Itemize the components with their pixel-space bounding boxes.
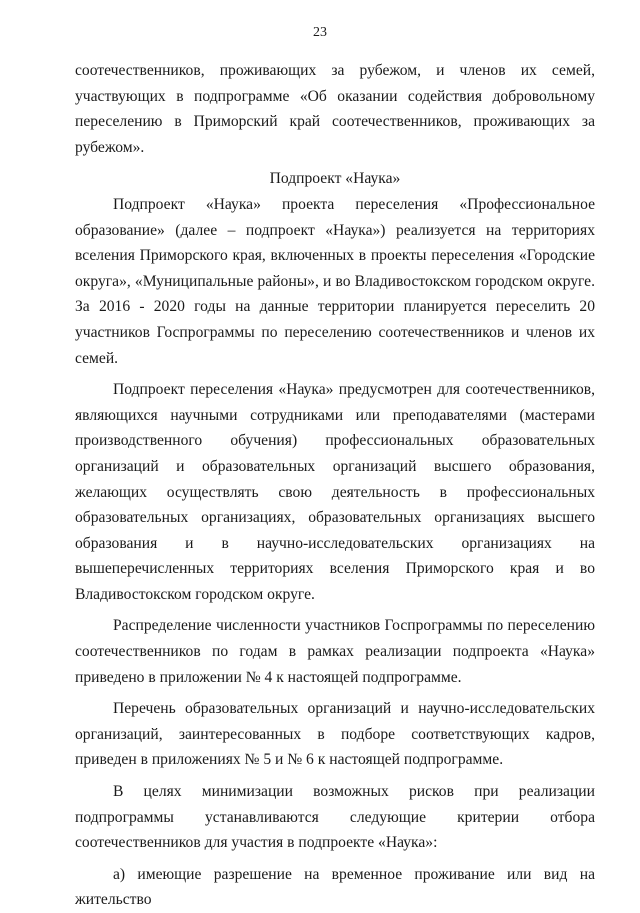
paragraph: Распределение численности участников Госпрограммы по переселению соотечественников по годам в рамках реализации подпроекта «Наука» приведено в приложении № 4 к настоящей подпрограмме. <box>75 617 595 686</box>
section-heading: Подпроект «Наука» <box>269 170 401 188</box>
list-item: а) имеющие разрешение на временное проживание или вид на жительство <box>75 865 595 909</box>
paragraph: Перечень образовательных организаций и научно-исследовательских организаций, заинтересованных в подборе соответствующих кадров, приведен в приложениях № 5 и № 6 к настоящей подпрограмме. <box>75 700 595 769</box>
paragraph: Подпроект «Наука» проекта переселения «Профессиональное образование» (далее – подпроект «Наука») реализуется на территориях вселения Приморского края, включенных в проекты переселения «Городские округа», «Муниципальные районы», и во Владивостокском городском округе. За 2016 - 2020 годы на данные территории планируется переселить 20 участников Госпрограммы по переселению соотечественников и членов их семей. <box>75 195 595 367</box>
document-body <box>75 58 595 913</box>
paragraph-continuation: соотечественников, проживающих за рубежом, и членов их семей, участвующих в подпрограмме «Об оказании содействия добровольному переселению в Приморский край соотечественников, проживающих за рубежом». <box>75 62 595 156</box>
paragraph: В целях минимизации возможных рисков при реализации подпрограммы устанавливаются следующие критерии отбора соотечественников для участия в подпроекте «Наука»: <box>75 783 595 852</box>
paragraph: Подпроект переселения «Наука» предусмотрен для соотечественников, являющихся научными сотрудниками или преподавателями (мастерами производственного обучения) профессиональных образовательных организаций и образовательных организаций высшего образования, желающих осуществлять свою деятельность в профессиональных образовательных организациях, образовательных организациях высшего образования и в научно-исследовательских организациях на вышеперечисленных территориях вселения Приморского края и во Владивостокском городском округе. <box>75 381 595 603</box>
page-number: 23 <box>313 25 327 40</box>
